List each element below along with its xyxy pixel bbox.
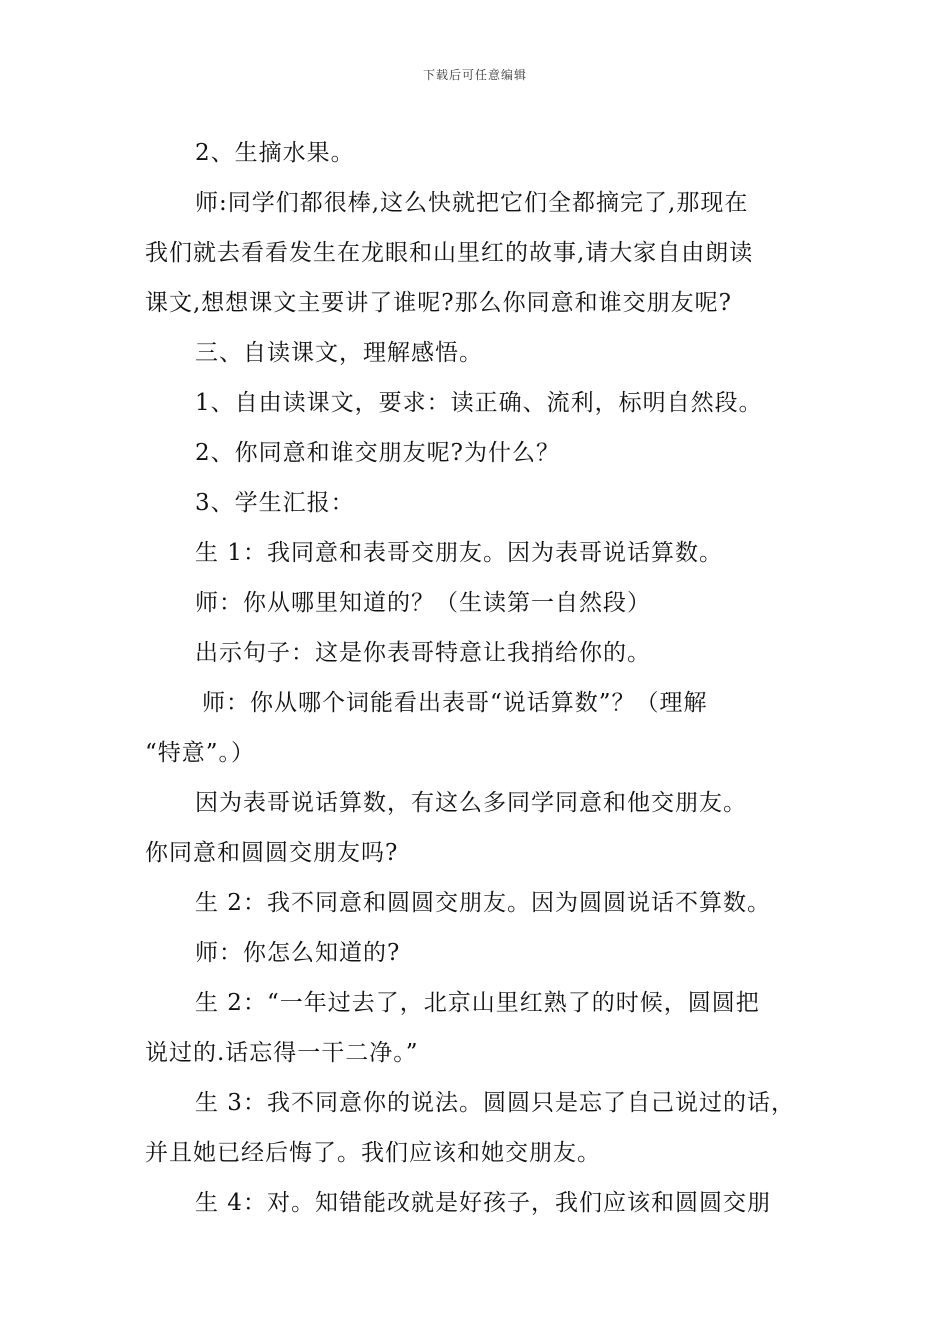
paragraph-line: 1、自由读课文，要求：读正确、流利，标明自然段。 bbox=[195, 390, 763, 416]
paragraph-line: 生 2：我不同意和圆圆交朋友。因为圆圆说话不算数。 bbox=[195, 890, 771, 916]
section-heading: 三、自读课文，理解感悟。 bbox=[195, 340, 483, 366]
document-body bbox=[145, 128, 815, 1228]
paragraph-line: 你同意和圆圆交朋友吗? bbox=[145, 840, 399, 866]
paragraph-line: 课文,想想课文主要讲了谁呢?那么你同意和谁交朋友呢? bbox=[145, 290, 732, 316]
paragraph-line: 出示句子：这是你表哥特意让我捎给你的。 bbox=[195, 640, 651, 666]
paragraph-line: 说过的.话忘得一干二净。” bbox=[145, 1040, 419, 1066]
paragraph-line: 生 4：对。知错能改就是好孩子，我们应该和圆圆交朋 bbox=[195, 1190, 771, 1216]
paragraph-line: 并且她已经后悔了。我们应该和她交朋友。 bbox=[145, 1140, 601, 1166]
paragraph-line: 生 1：我同意和表哥交朋友。因为表哥说话算数。 bbox=[195, 540, 723, 566]
paragraph-line: 师：你从哪个词能看出表哥“说话算数”？（理解 bbox=[202, 690, 708, 716]
paragraph-line: 生 2：“一年过去了，北京山里红熟了的时候，圆圆把 bbox=[195, 990, 760, 1016]
page-header: 下载后可任意编辑 bbox=[422, 68, 527, 82]
paragraph-line: 师:同学们都很棒,这么快就把它们全都摘完了,那现在 bbox=[195, 190, 749, 216]
paragraph-line: “特意”。） bbox=[145, 740, 256, 766]
paragraph-line: 生 3：我不同意你的说法。圆圆只是忘了自己说过的话， bbox=[195, 1090, 795, 1116]
paragraph-line: 我们就去看看发生在龙眼和山里红的故事,请大家自由朗读 bbox=[145, 240, 754, 266]
paragraph-line: 因为表哥说话算数，有这么多同学同意和他交朋友。 bbox=[195, 790, 747, 816]
paragraph-line: 师：你怎么知道的? bbox=[195, 940, 401, 966]
paragraph-line: 2、生摘水果。 bbox=[195, 140, 355, 166]
paragraph-line: 3、学生汇报： bbox=[195, 490, 355, 516]
paragraph-line: 2、你同意和谁交朋友呢?为什么？ bbox=[195, 440, 560, 466]
paragraph-line: 师：你从哪里知道的？（生读第一自然段） bbox=[195, 590, 651, 616]
